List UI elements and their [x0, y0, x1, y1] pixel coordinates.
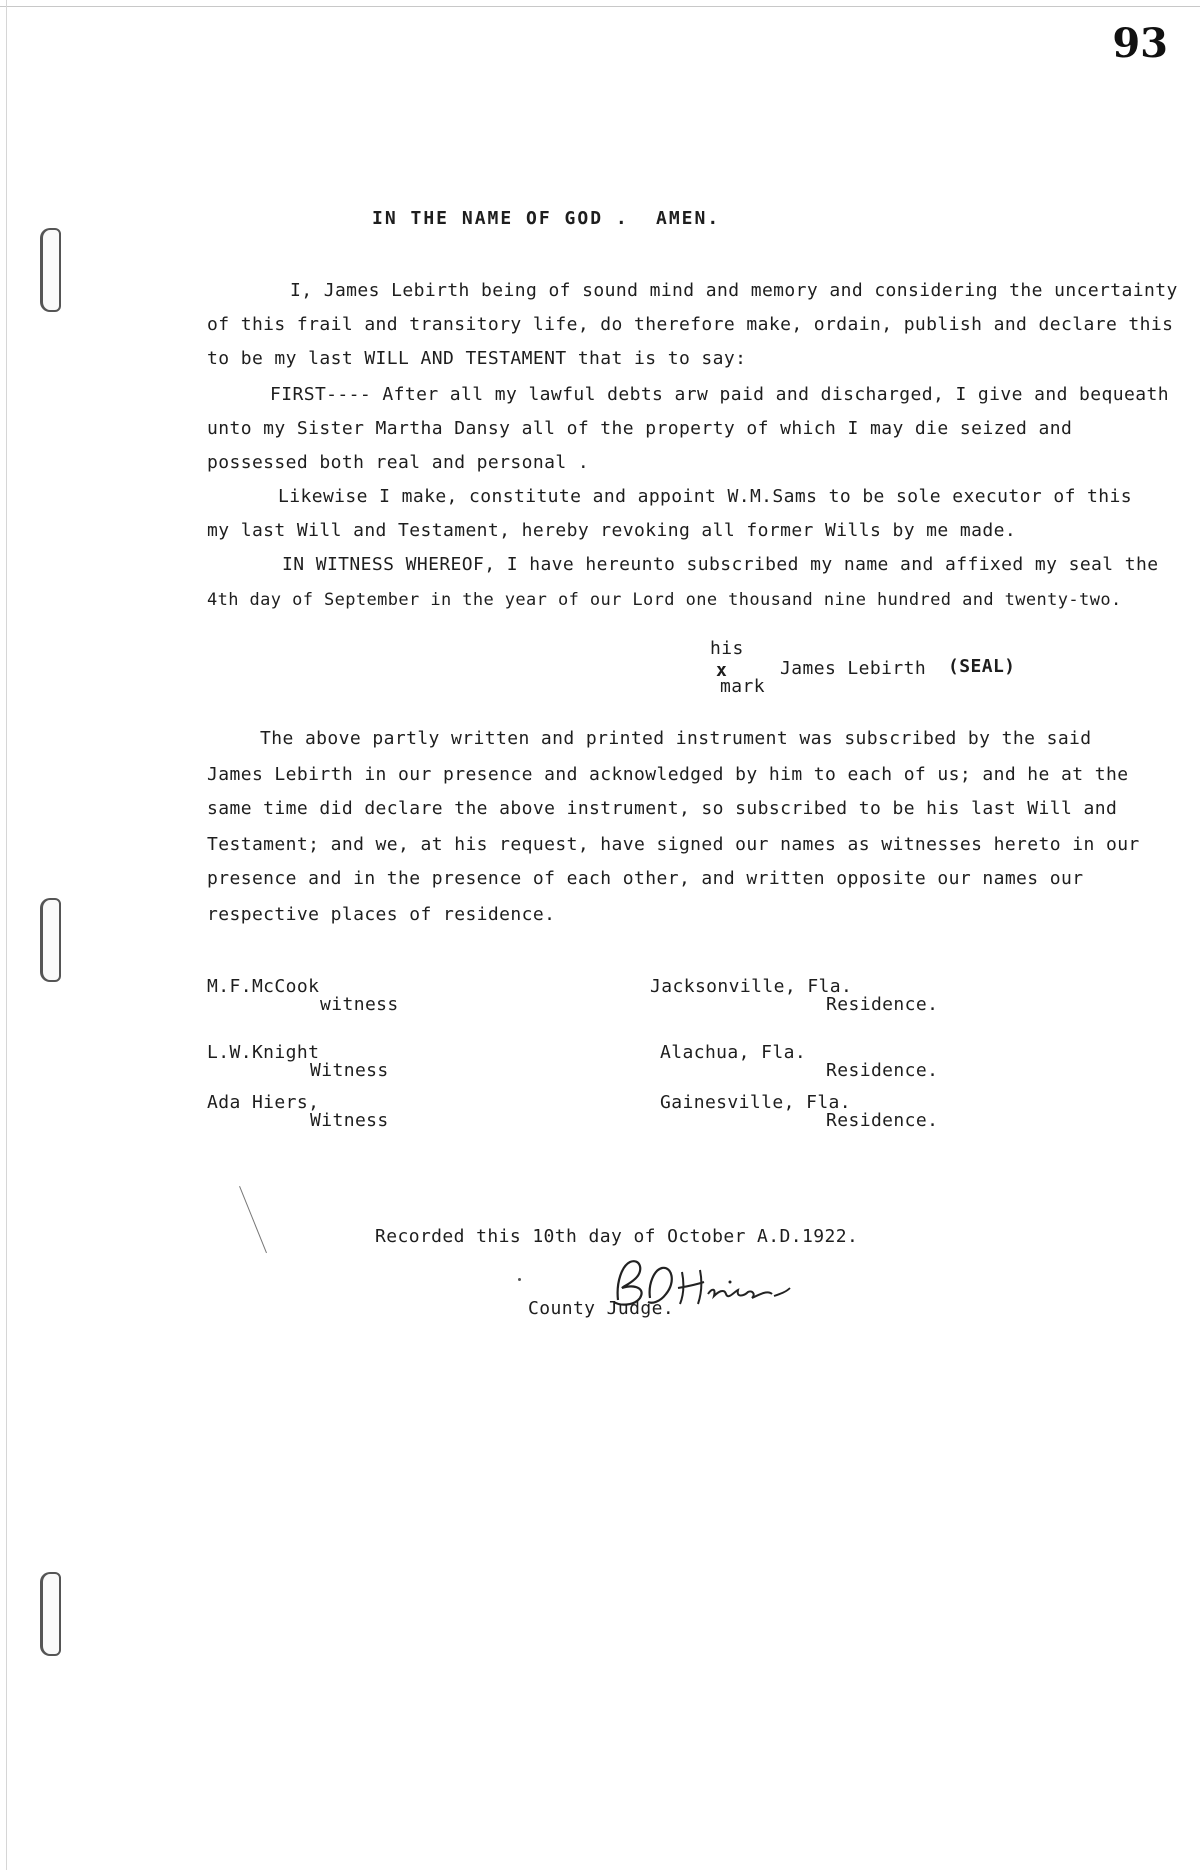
witness-role: Witness [310, 1060, 389, 1081]
body-line: my last Will and Testament, hereby revoking all former Wills by me made. [207, 520, 1017, 541]
witness-name: M.F.McCook [207, 976, 320, 997]
body-line: unto my Sister Martha Dansy all of the property of which I may die seized and [207, 418, 1073, 439]
witness-residence: Residence. [826, 994, 939, 1015]
stray-pen-stroke [239, 1186, 267, 1253]
attestation-line: respective places of residence. [207, 904, 556, 925]
page-top-edge [0, 6, 1200, 7]
attestation-line: Testament; and we, at his request, have signed our names as witnesses hereto in our [207, 834, 1140, 855]
body-line: 4th day of September in the year of our Lord one thousand nine hundred and twenty-two. [207, 590, 1122, 610]
heading-amen: AMEN. [656, 208, 721, 229]
page-number: 93 [1112, 20, 1168, 67]
recorded-line: Recorded this 10th day of October A.D.1922. [375, 1226, 859, 1247]
binder-hole-bottom [40, 1572, 61, 1656]
witness-name: Ada Hiers, [207, 1092, 320, 1113]
body-line: to be my last WILL AND TESTAMENT that is to say: [207, 348, 747, 369]
seal-label: (SEAL) [948, 656, 1016, 677]
county-judge-title: County Judge. [528, 1298, 675, 1319]
body-line: of this frail and transitory life, do therefore make, ordain, publish and declare this [207, 314, 1174, 335]
page-left-edge [6, 0, 7, 1870]
body-line: Likewise I make, constitute and appoint W.M.Sams to be sole executor of this [278, 486, 1133, 507]
body-line: FIRST---- After all my lawful debts arw paid and discharged, I give and bequeath [270, 384, 1169, 405]
attestation-line: James Lebirth in our presence and acknowledged by him to each of us; and he at the [207, 764, 1129, 785]
witness-role: witness [320, 994, 399, 1015]
mark-his: his [710, 638, 744, 659]
witness-place: Gainesville, Fla. [660, 1092, 852, 1113]
witness-residence: Residence. [826, 1060, 939, 1081]
witness-role: Witness [310, 1110, 389, 1131]
witness-residence: Residence. [826, 1110, 939, 1131]
testator-name: James Lebirth [780, 658, 927, 679]
attestation-line: same time did declare the above instrument, so subscribed to be his last Will and [207, 798, 1118, 819]
attestation-line: presence and in the presence of each other, and written opposite our names our [207, 868, 1084, 889]
mark-label: mark [720, 676, 765, 697]
body-line: possessed both real and personal . [207, 452, 590, 473]
body-line: I, James Lebirth being of sound mind and memory and considering the uncertainty [290, 280, 1178, 301]
witness-place: Alachua, Fla. [660, 1042, 807, 1063]
witness-place: Jacksonville, Fla. [650, 976, 853, 997]
mark-x: x [716, 660, 728, 681]
attestation-line: The above partly written and printed instrument was subscribed by the said [260, 728, 1092, 749]
ink-dot [518, 1278, 521, 1281]
heading-invocation: IN THE NAME OF GOD . [372, 208, 629, 229]
body-line: IN WITNESS WHEREOF, I have hereunto subscribed my name and affixed my seal the [282, 554, 1159, 575]
witness-name: L.W.Knight [207, 1042, 320, 1063]
binder-hole-middle [40, 898, 61, 982]
binder-hole-top [40, 228, 61, 312]
